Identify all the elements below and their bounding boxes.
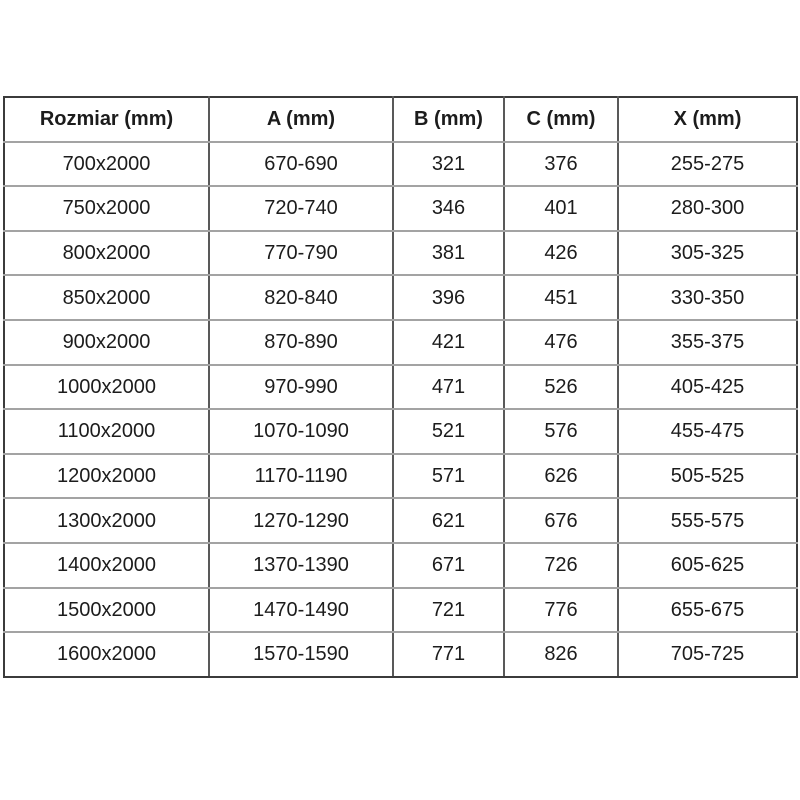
table-cell: 776 [504, 588, 618, 633]
table-cell: 1200x2000 [4, 454, 209, 499]
table-cell: 820-840 [209, 275, 393, 320]
column-header-rozmiar: Rozmiar (mm) [4, 97, 209, 142]
table-cell: 770-790 [209, 231, 393, 276]
table-cell: 476 [504, 320, 618, 365]
table-cell: 571 [393, 454, 504, 499]
table-cell: 1270-1290 [209, 498, 393, 543]
table-header-row [4, 97, 797, 142]
table-row [4, 320, 797, 365]
table-cell: 900x2000 [4, 320, 209, 365]
table-cell: 555-575 [618, 498, 797, 543]
table-cell: 280-300 [618, 186, 797, 231]
column-header-a: A (mm) [209, 97, 393, 142]
table-cell: 451 [504, 275, 618, 320]
table-cell: 850x2000 [4, 275, 209, 320]
table-cell: 970-990 [209, 365, 393, 410]
table-cell: 705-725 [618, 632, 797, 677]
table-row [4, 632, 797, 677]
table-cell: 870-890 [209, 320, 393, 365]
column-header-x: X (mm) [618, 97, 797, 142]
table-row [4, 409, 797, 454]
table-cell: 1570-1590 [209, 632, 393, 677]
table-cell: 676 [504, 498, 618, 543]
column-header-b: B (mm) [393, 97, 504, 142]
table-cell: 670-690 [209, 142, 393, 187]
table-cell: 426 [504, 231, 618, 276]
table-cell: 505-525 [618, 454, 797, 499]
table-row [4, 588, 797, 633]
table-cell: 330-350 [618, 275, 797, 320]
table-row [4, 231, 797, 276]
table-cell: 1070-1090 [209, 409, 393, 454]
table-cell: 826 [504, 632, 618, 677]
table-row [4, 498, 797, 543]
table-cell: 471 [393, 365, 504, 410]
table-cell: 1100x2000 [4, 409, 209, 454]
table-cell: 421 [393, 320, 504, 365]
table-cell: 700x2000 [4, 142, 209, 187]
table-cell: 321 [393, 142, 504, 187]
table-cell: 521 [393, 409, 504, 454]
table-cell: 800x2000 [4, 231, 209, 276]
table-cell: 1170-1190 [209, 454, 393, 499]
table-cell: 621 [393, 498, 504, 543]
table-cell: 355-375 [618, 320, 797, 365]
table-cell: 376 [504, 142, 618, 187]
table-cell: 526 [504, 365, 618, 410]
table-cell: 721 [393, 588, 504, 633]
table-cell: 576 [504, 409, 618, 454]
table-cell: 255-275 [618, 142, 797, 187]
table-cell: 1500x2000 [4, 588, 209, 633]
table-cell: 771 [393, 632, 504, 677]
size-dimensions-table-container [3, 96, 796, 678]
table-cell: 750x2000 [4, 186, 209, 231]
table-cell: 401 [504, 186, 618, 231]
table-cell: 1600x2000 [4, 632, 209, 677]
table-cell: 1000x2000 [4, 365, 209, 410]
table-cell: 305-325 [618, 231, 797, 276]
table-cell: 455-475 [618, 409, 797, 454]
table-row [4, 275, 797, 320]
table-cell: 671 [393, 543, 504, 588]
table-cell: 720-740 [209, 186, 393, 231]
table-row [4, 186, 797, 231]
table-cell: 626 [504, 454, 618, 499]
size-dimensions-table [3, 96, 798, 678]
table-row [4, 142, 797, 187]
table-cell: 655-675 [618, 588, 797, 633]
table-cell: 1470-1490 [209, 588, 393, 633]
table-cell: 1300x2000 [4, 498, 209, 543]
table-cell: 381 [393, 231, 504, 276]
table-cell: 346 [393, 186, 504, 231]
table-cell: 396 [393, 275, 504, 320]
table-cell: 1370-1390 [209, 543, 393, 588]
table-cell: 405-425 [618, 365, 797, 410]
column-header-c: C (mm) [504, 97, 618, 142]
table-cell: 1400x2000 [4, 543, 209, 588]
table-cell: 726 [504, 543, 618, 588]
table-row [4, 543, 797, 588]
table-row [4, 454, 797, 499]
table-row [4, 365, 797, 410]
table-cell: 605-625 [618, 543, 797, 588]
